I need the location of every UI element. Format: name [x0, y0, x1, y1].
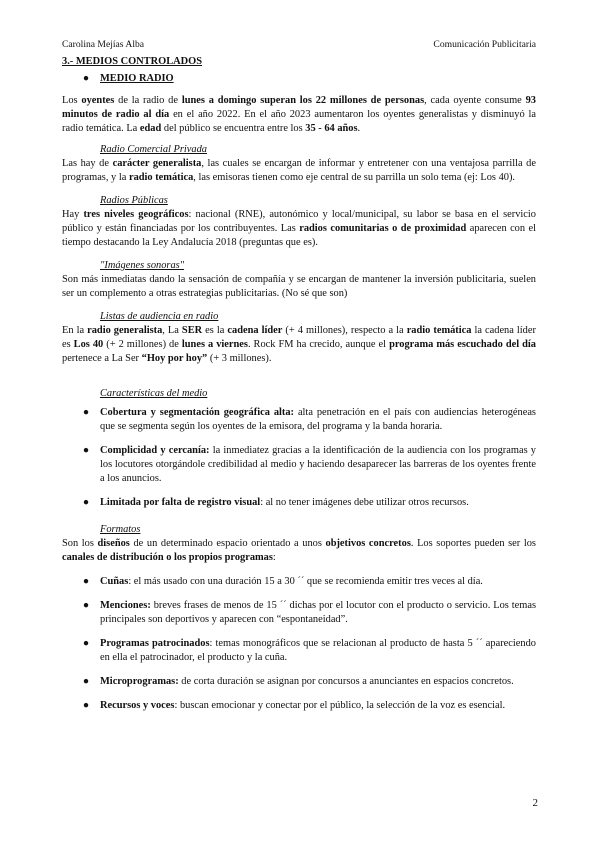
bullet-icon: ●	[82, 407, 90, 418]
paragraph-formatos: Son los diseños de un determinado espacio orientado a unos objetivos concretos. Los soportes pueden ser los canales de distribución o los propios programas:	[62, 538, 536, 563]
list-item: ● Cuñas: el más usado con una duración 15 a 30 ´´ que se recomienda emitir tres veces al día.	[82, 576, 483, 587]
list-item: ● Complicidad y cercanía: la inmediatez gracias a la identificación de la audiencia con los programas y los locutores otorgándole credibilidad al medio y haciendo desaparecer las barreras de los oyentes frente a los anuncios.	[82, 445, 537, 484]
paragraph-radio-comercial: Las hay de carácter generalista, las cuales se encargan de informar y entretener con una ventajosa parrilla de programas, y la radio temática, las emisoras tienen como eje central de su parrilla un solo tema (ej: Los 40).	[62, 158, 536, 183]
bullet-icon: ●	[82, 576, 90, 587]
page-number: 2	[532, 797, 538, 809]
bullet-icon: ●	[82, 497, 90, 508]
header-subject: Comunicación Publicitaria	[433, 39, 536, 50]
section-title: 3.- MEDIOS CONTROLADOS	[62, 56, 202, 67]
bullet-icon: ●	[82, 600, 90, 611]
document-body	[62, 55, 536, 713]
intro-paragraph: Los oyentes de la radio de lunes a domingo superan los 22 millones de personas, cada oyente consume 93 minutos de radio al día en el año 2022. En el año 2023 aumentaron los oyentes generalistas y disminuyó la radio temática. La edad del público se encuentra entre los 35 - 64 años.	[62, 95, 536, 134]
list-item: ● Microprogramas: de corta duración se asignan por concursos a anunciantes en espacios concretos.	[82, 676, 514, 687]
list-item: ● Menciones: breves frases de menos de 15 ´´ dichas por el locutor con el producto o servicio. Los temas principales son deportivos y aparecen con “espontaneidad”.	[82, 600, 536, 625]
list-item: ● Programas patrocinados: temas monográficos que se relacionan al producto de hasta 5 ´´ apareciendo en ella el patrocinador, el producto y la cuña.	[82, 638, 536, 663]
bullet-icon: ●	[82, 700, 90, 711]
heading-imagenes-sonoras: "Imágenes sonoras"	[100, 260, 185, 271]
bullet-icon: ●	[82, 638, 90, 649]
heading-caracteristicas: Características del medio	[100, 388, 208, 399]
heading-listas-audiencia: Listas de audiencia en radio	[100, 311, 219, 322]
bullet-icon: ●	[82, 73, 90, 84]
heading-radio-comercial: Radio Comercial Privada	[100, 144, 207, 155]
list-item: ● Recursos y voces: buscan emocionar y conectar por el público, la selección de la voz es esencial.	[82, 700, 506, 711]
paragraph-imagenes-sonoras: Son más inmediatas dando la sensación de compañía y se encargan de mantener la inversión publicitaria, suelen ser un complemento a otras estrategias publicitarias. (No sé que son)	[62, 274, 536, 299]
bullet-icon: ●	[82, 445, 90, 456]
heading-radios-publicas: Radios Públicas	[100, 195, 168, 206]
heading-formatos: Formatos	[100, 524, 141, 535]
paragraph-radios-publicas: Hay tres niveles geográficos: nacional (RNE), autonómico y local/municipal, su labor se basa en el servicio público y están financiadas por los contribuyentes. Las radios comunitarias o de proximidad aparecen con el tiempo destacando la Ley Andalucía 2018 (preguntas que es).	[62, 209, 536, 248]
bullet-icon: ●	[82, 676, 90, 687]
list-item: ● Limitada por falta de registro visual: al no tener imágenes debe utilizar otros recursos.	[82, 497, 469, 508]
header-author: Carolina Mejías Alba	[62, 39, 145, 50]
paragraph-listas-audiencia: En la radio generalista, La SER es la cadena líder (+ 4 millones), respecto a la radio temática la cadena líder es Los 40 (+ 2 millones) de lunes a viernes. Rock FM ha crecido, aunque el programa más escuchado del día pertenece a La Ser “Hoy por hoy” (+ 3 millones).	[62, 325, 536, 364]
list-item: ● Cobertura y segmentación geográfica alta: alta penetración en el país con audiencias heterogéneas que se segmenta según los oyentes de la emisora, del programa y la banda horaria.	[82, 407, 536, 432]
section-subtitle: ● MEDIO RADIO	[82, 73, 174, 84]
